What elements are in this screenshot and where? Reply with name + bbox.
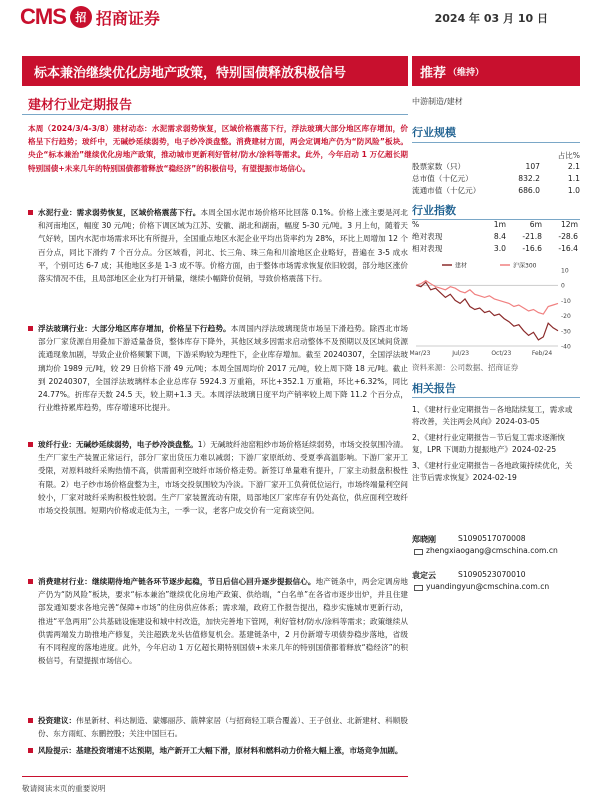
mail-icon — [414, 549, 423, 555]
index-title: 行业指数 — [412, 204, 456, 217]
bullet-text: 1）无碱玻纤池窑粗纱市场价格延续弱势，市场交投氛围冷清。生产厂家生产装置正常运行，部分厂家出货压力难以减弱；下游厂家原纸纺、受夏季高温影响。下游厂家开工受限，对原料玻纤采购热情不高，供需面利空玻纤市场价格走势。新签订单量难有提升，厂家主动报盘积极性有限。2）电子纱市场价格盘整为主，市场交投氛围较为冷淡。下游厂家开工负荷低位运行，市场终端量利空间较小，厂家对玻纤采购积极性较弱。生产厂家装置流动有限，局部地区厂家库存有仍处高位，供应面利空玻纤市场交投氛围。短期内价格或走低为主，一季一议，老客户成交价有一定商谈空间。 — [38, 440, 409, 516]
cell: 绝对表现 — [412, 231, 443, 241]
rating-box — [412, 56, 580, 86]
bullet-risk — [28, 744, 408, 757]
related-title: 相关报告 — [412, 382, 456, 395]
bullet-keyword: 消费建材行业：继续期待地产链各环节逐步起稳，节日后信心回升逐步提振信心。 — [38, 577, 316, 586]
logo-cn: 招商证券 — [95, 8, 160, 28]
header-cell: 12m — [560, 219, 578, 229]
bullet-keyword: 水泥行业：需求弱势恢复，区域价格震荡下行。 — [38, 208, 201, 217]
analyst-license: S1090517070008 — [458, 534, 526, 543]
cell: -21.8 — [522, 231, 542, 241]
cell: -28.6 — [558, 231, 578, 241]
index-table — [412, 218, 580, 254]
cell: 3.0 — [493, 243, 506, 253]
index-chart — [409, 260, 580, 360]
industry-category: 中游制造/建材 — [412, 97, 463, 106]
legend-label: 沪深300 — [513, 262, 537, 270]
bullet-investment — [28, 714, 408, 740]
analyst-name: 袁定云 — [412, 571, 436, 580]
bullet-consumer-materials — [28, 575, 408, 667]
cell: 相对表现 — [412, 243, 443, 253]
cell: 1.0 — [567, 185, 580, 195]
x-tick-label: Oct/23 — [491, 350, 512, 357]
bullet-text: 本周全国水泥市场价格环比回落 0.1%。价格上涨主要是河北和河南地区，幅度 30 元/吨；价格下调区域为江苏、安徽、湖北和湖南，幅度 5-30 元/吨。3 月上旬，随着天气好转，国内水泥市场需求环比有所提升，全国重点地区水泥企业平均出货率约为 28%，环比上周增加 12 个百分点，同比下滑约 7 个百分点。分区域看，河北、长三角、珠三角和川渝地区企业略好，普遍在 3-5 成水平，个别可达 6-7 成；其他地区多是 1-3 成不等。价格方面，由于整体市场需求恢复依旧较弱，部分地区涨价落实情况不佳，且局部地区企业为打开销量，继续小幅降价促销，导致价格震荡下行。 — [38, 208, 409, 284]
header-cell: 6m — [529, 219, 542, 229]
bullet-marker — [28, 579, 33, 584]
bullet-fiberglass — [28, 438, 408, 517]
bullet-text: 伟星新材、科达制造、蒙娜丽莎、箭牌家居（与招商轻工联合覆盖）、王子创业、北新建材、科顺股份、东方雨虹、东鹏控股；关注中国巨石。 — [38, 716, 409, 739]
y-tick-label: -20 — [561, 313, 571, 321]
header-cell: 1m — [493, 219, 506, 229]
analyst-license: S1090523070010 — [458, 570, 526, 579]
divider — [412, 142, 580, 143]
analysts — [412, 534, 580, 606]
cell: 流通市值（十亿元） — [412, 185, 481, 195]
bullet-keyword: 风险提示：基建投资增速不达预期，地产新开工大幅下滑，原材料和燃料动力价格大幅上涨，市场竞争加剧。 — [38, 746, 403, 755]
title-banner — [22, 56, 408, 86]
cell: 832.2 — [518, 173, 540, 183]
cell: 2.1 — [567, 161, 580, 171]
y-tick-label: 0 — [561, 282, 565, 290]
analyst-email[interactable]: zhengxiaogang@cmschina.com.cn — [426, 546, 558, 555]
x-tick-label: Mar/23 — [409, 350, 431, 357]
cell: 107 — [525, 161, 540, 171]
bullet-marker — [28, 718, 33, 723]
logo-mark-icon: 招 — [70, 6, 92, 28]
analyst-email[interactable]: yuandingyun@cmschina.com.cn — [426, 582, 550, 591]
chart-source: 资料来源：公司数据、招商证券 — [412, 363, 519, 372]
cell: 686.0 — [518, 185, 540, 195]
logo-latin: CMS — [20, 4, 66, 29]
bullet-marker — [28, 210, 33, 215]
bullet-text: 地产链条中，两会定调房地产仍为“防风险”板块，要求“标本兼治”继续优化房地产政策、供给端，“白名单”在各省市逐步出炉，并且住建部发通知要求各地完善“保障+市场”的住房供应体系；需求端，政府工作报告提出，稳步实施城市更新行动，推进“平急两用”公共基础设施建设和城中村改造，加快完善地下管网，利好管材/防水/涂料等需求；政策继续从供需两端发力助推地产修复，关注超跌龙头估值修复机会。基建链条中，2 月份新增专项债券稳步落地，省级有不同程度的落地进度。此外，今年启动 1 万亿超长期特别国债+未来几年的特别国债都着释放“稳经济”的积极信号，有望提振市场信心。 — [38, 577, 409, 666]
analyst — [412, 570, 580, 606]
related-report-item[interactable]: 3、《建材行业定期报告－各地政策持续优化，关注节后需求恢复》2024-02-19 — [412, 461, 573, 482]
report-title: 标本兼治继续优化房地产政策，特别国债释放积极信号 — [34, 65, 347, 81]
mail-icon — [414, 585, 423, 591]
rating: 推荐 — [420, 65, 447, 81]
bullet-marker — [28, 326, 33, 331]
cell: 8.4 — [493, 231, 506, 241]
table-header — [412, 218, 580, 230]
cms-logo — [20, 0, 160, 34]
scale-table — [412, 150, 580, 196]
bullet-marker — [28, 442, 33, 447]
divider — [22, 114, 408, 115]
cell: -16.4 — [558, 243, 578, 253]
divider — [412, 397, 580, 398]
y-tick-label: -10 — [561, 297, 571, 305]
bullet-keyword: 浮法玻璃行业：大部分地区库存增加，价格呈下行趋势。 — [38, 324, 231, 333]
y-tick-label: -40 — [561, 343, 571, 351]
cell: -16.6 — [522, 243, 542, 253]
cell: 1.1 — [567, 173, 580, 183]
x-tick-label: Feb/24 — [531, 350, 553, 357]
summary-paragraph: 本周（2024/3/4-3/8）建材动态：水泥需求弱势恢复，区域价格震荡下行，浮法玻璃大部分地区库存增加，价格呈下行趋势；玻纤中，无碱纱延续弱势，电子纱冷淡盘整。消费建材方面，两会定调地产仍为“防风险”板块。央企“标本兼治”继续优化房地产政策，推动城市更新利好管材/防水/涂料等需求。此外，今年启动 1 万亿超长期特别国债+未来几年的特别国债都着释放“稳经济”的积极信号，有望提振市场信心。 — [28, 124, 408, 173]
x-tick-label: Jul/23 — [452, 350, 470, 357]
y-tick-label: -30 — [561, 328, 571, 336]
analyst — [412, 534, 580, 570]
related-report-item[interactable]: 2、《建材行业定期报告－节后复工需求逐渐恢复，LPR 下调助力提振地产》2024-02-25 — [412, 433, 565, 454]
bullet-text: 本周国内浮法玻璃现货市场呈下滑趋势。除西北市场部分厂家货源自用叠加下游适量备货，整体库存下降外，其他区域多因需求启动整体不及预期以及区域间货源流通现象加剧，导致企业价格频繁下调，下游采购较为理性下，企业库存增加。截至 20240307，全国浮法玻璃均价 1989 元/吨，较 29 日价格下滑 49 元/吨；本周全国周均价 2017 元/吨，较上周下降 18 元/吨。截止到 20240307，全国浮法玻璃样本企业总库存 5924.3 万重箱，环比+352.1 万重箱，环比+6.32%，同比 24.77%。折库存天数 24.5 天，较上期+1.3 天。本周浮法玻璃日度平均产销率较上周下降 11.2 个百分点，行业维持累库趋势，库存增速环比提升。 — [38, 324, 409, 413]
analyst-name: 郑晓刚 — [412, 535, 436, 544]
cell: 总市值（十亿元） — [412, 173, 473, 183]
y-tick-label: 10 — [561, 267, 569, 275]
table-row — [412, 160, 580, 172]
table-row — [412, 172, 580, 184]
top-bar — [0, 0, 600, 34]
footer-disclaimer: 敬请阅读末页的重要说明 — [22, 784, 106, 793]
bullet-glass — [28, 322, 408, 414]
rating-sub: （维持） — [448, 67, 485, 78]
bullet-keyword: 投资建议： — [38, 716, 77, 725]
legend-label: 建材 — [455, 262, 468, 270]
scale-title: 行业规模 — [412, 126, 456, 139]
header-cell: % — [412, 219, 420, 229]
footer-rule — [22, 776, 408, 777]
report-date: 2024 年 03 月 10 日 — [434, 12, 548, 25]
cell: 股票家数（只） — [412, 161, 466, 171]
table-row — [412, 184, 580, 196]
report-type: 建材行业定期报告 — [28, 98, 133, 113]
scale-unit: 占比% — [557, 151, 580, 160]
related-report-item[interactable]: 1、《建材行业定期报告－各地陆续复工，需求或将改善，关注两会风向》2024-03-05 — [412, 405, 573, 426]
table-row — [412, 230, 580, 242]
bullet-keyword: 玻纤行业：无碱纱延续弱势，电子纱冷淡盘整。 — [38, 440, 198, 449]
related-reports — [412, 404, 580, 488]
series-line-1 — [416, 281, 558, 315]
bullet-marker — [28, 748, 33, 753]
table-row — [412, 242, 580, 254]
bullet-cement — [28, 206, 408, 285]
